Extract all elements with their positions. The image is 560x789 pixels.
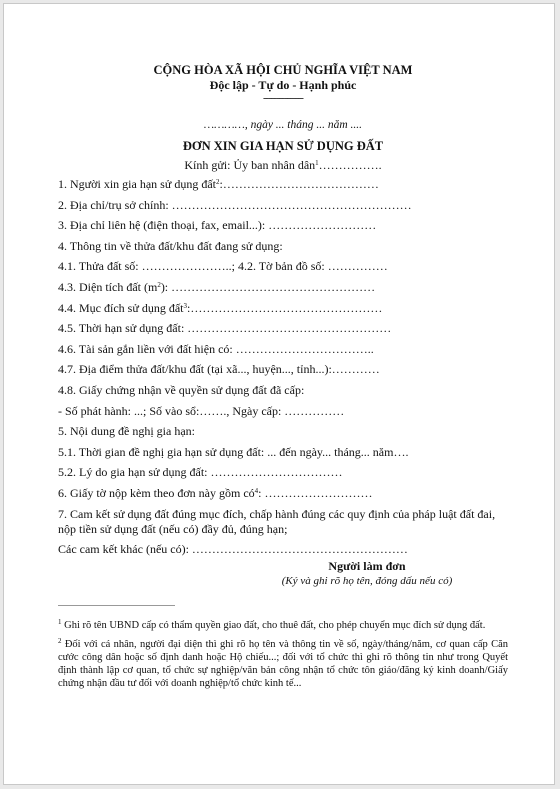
footnote-ref-1: 1 [315,159,319,167]
area-unit-sup: 2 [157,280,161,289]
item-extension-reason: 5.2. Lý do gia hạn sử dụng đất: …………………………… [58,465,343,480]
date-line: …………, ngày ... tháng ... năm .... [203,119,363,131]
form-title: ĐƠN XIN GIA HẠN SỬ DỤNG ĐẤT [182,139,384,153]
item-extension-content: 5. Nội dung đề nghị gia hạn: [58,424,195,439]
footnote-mark: 1 [58,618,62,626]
national-title: CỘNG HÒA XÃ HỘI CHỦ NGHĨA VIỆT NAM [153,63,413,77]
item-certificate: 4.8. Giấy chứng nhận về quyền sử dụng đất đã cấp: [58,382,305,397]
item-extension-period: 5.1. Thời gian đề nghị gia hạn sử dụng đất: ... đến ngày... tháng... năm…. [58,444,409,459]
footnote-ref-3: 3 [183,301,187,310]
national-motto: Độc lập - Tự do - Hạnh phúc [209,78,357,92]
item-location: 4.7. Địa điểm thửa đất/khu đất (tại xã..., huyện..., tỉnh...):………… [58,362,380,377]
document-body [58,63,509,689]
item-contact: 3. Địa chỉ liên hệ (điện thoại, fax, email...): ……………………… [58,218,377,233]
item-attachments [58,486,508,501]
item-applicant-fill: :………………………………… [219,177,379,191]
item-attachments-text: 6. Giấy tờ nộp kèm theo đơn này gồm có [58,485,255,500]
item-parcel-number: 4.1. Thửa đất số: …………………..; 4.2. Tờ bản đồ số: …………… [58,259,388,274]
signer-block [272,559,462,588]
recipient-fill: ……………. [318,158,382,172]
recipient-text: Kính gửi: Ủy ban nhân dân [184,158,316,172]
item-applicant-text: 1. Người xin gia hạn sử dụng đất [58,177,217,191]
footnote-ref-2: 2 [216,178,220,186]
item-land-purpose-fill: :………………………………………… [187,300,383,315]
footnote-ref-4: 4 [254,486,259,495]
document-page [3,3,555,785]
footnote-mark: 2 [58,637,62,645]
motto-underline: --------------- [263,92,303,104]
item-other-commitments: Các cam kết khác (nếu có): ……………………………………………… [58,542,408,557]
item-applicant [58,177,508,192]
item-area-post: ): …………………………………………… [160,279,376,294]
item-commitment: 7. Cam kết sử dụng đất đúng mục đích, chấp hành đúng các quy định của pháp luật đất đai, nộp tiền sử dụng đất (nếu có) đầy đủ, đúng hạn; [58,506,496,536]
footnotes [58,619,508,696]
item-area [58,280,508,295]
signer-title: Người làm đơn [328,559,406,573]
item-land-term: 4.5. Thời hạn sử dụng đất: …………………………………………… [58,321,392,336]
item-land-purpose [58,301,508,316]
signature-area [58,559,508,588]
item-attachments-fill: : ……………………… [258,485,373,500]
footnote-text: Ghi rõ tên UBND cấp có thẩm quyền giao đất, cho thuê đất, cho phép chuyển mục đích sử dụng đất. [64,620,486,631]
footnote-separator [58,605,175,606]
item-area-pre: 4.3. Diện tích đất (m [58,279,158,294]
footnote-text: Đối với cá nhân, người đại diện thì ghi rõ họ tên và thông tin về số, ngày/tháng/năm, cơ quan cấp Căn cước công dân hoặc số định danh hoặc Hộ chiếu...; đối với tổ chức thì ghi rõ thông tin như trong Quyết định thành lập cơ quan, tổ chức sự nghiệp/văn bản công nhận tổ chức tôn giáo/đăng ký kinh doanh/Giấy chứng nhận đầu tư đối với doanh nghiệp/tổ chức kinh tế... [58,639,509,689]
item-land-info: 4. Thông tin về thửa đất/khu đất đang sử dụng: [58,238,283,253]
footnote [58,619,508,632]
item-assets: 4.6. Tài sản gắn liền với đất hiện có: …………………………….. [58,341,374,356]
form-items [58,177,508,557]
item-certificate-details: - Số phát hành: ...; Số vào sổ:……., Ngày cấp: …………… [58,403,345,418]
item-address: 2. Địa chỉ/trụ sở chính: …………………………………………………… [58,197,412,212]
item-land-purpose-text: 4.4. Mục đích sử dụng đất [58,300,184,315]
recipient-line [58,157,508,173]
signer-note: (Ký và ghi rõ họ tên, đóng dấu nếu có) [281,575,453,587]
footnote [58,638,508,690]
